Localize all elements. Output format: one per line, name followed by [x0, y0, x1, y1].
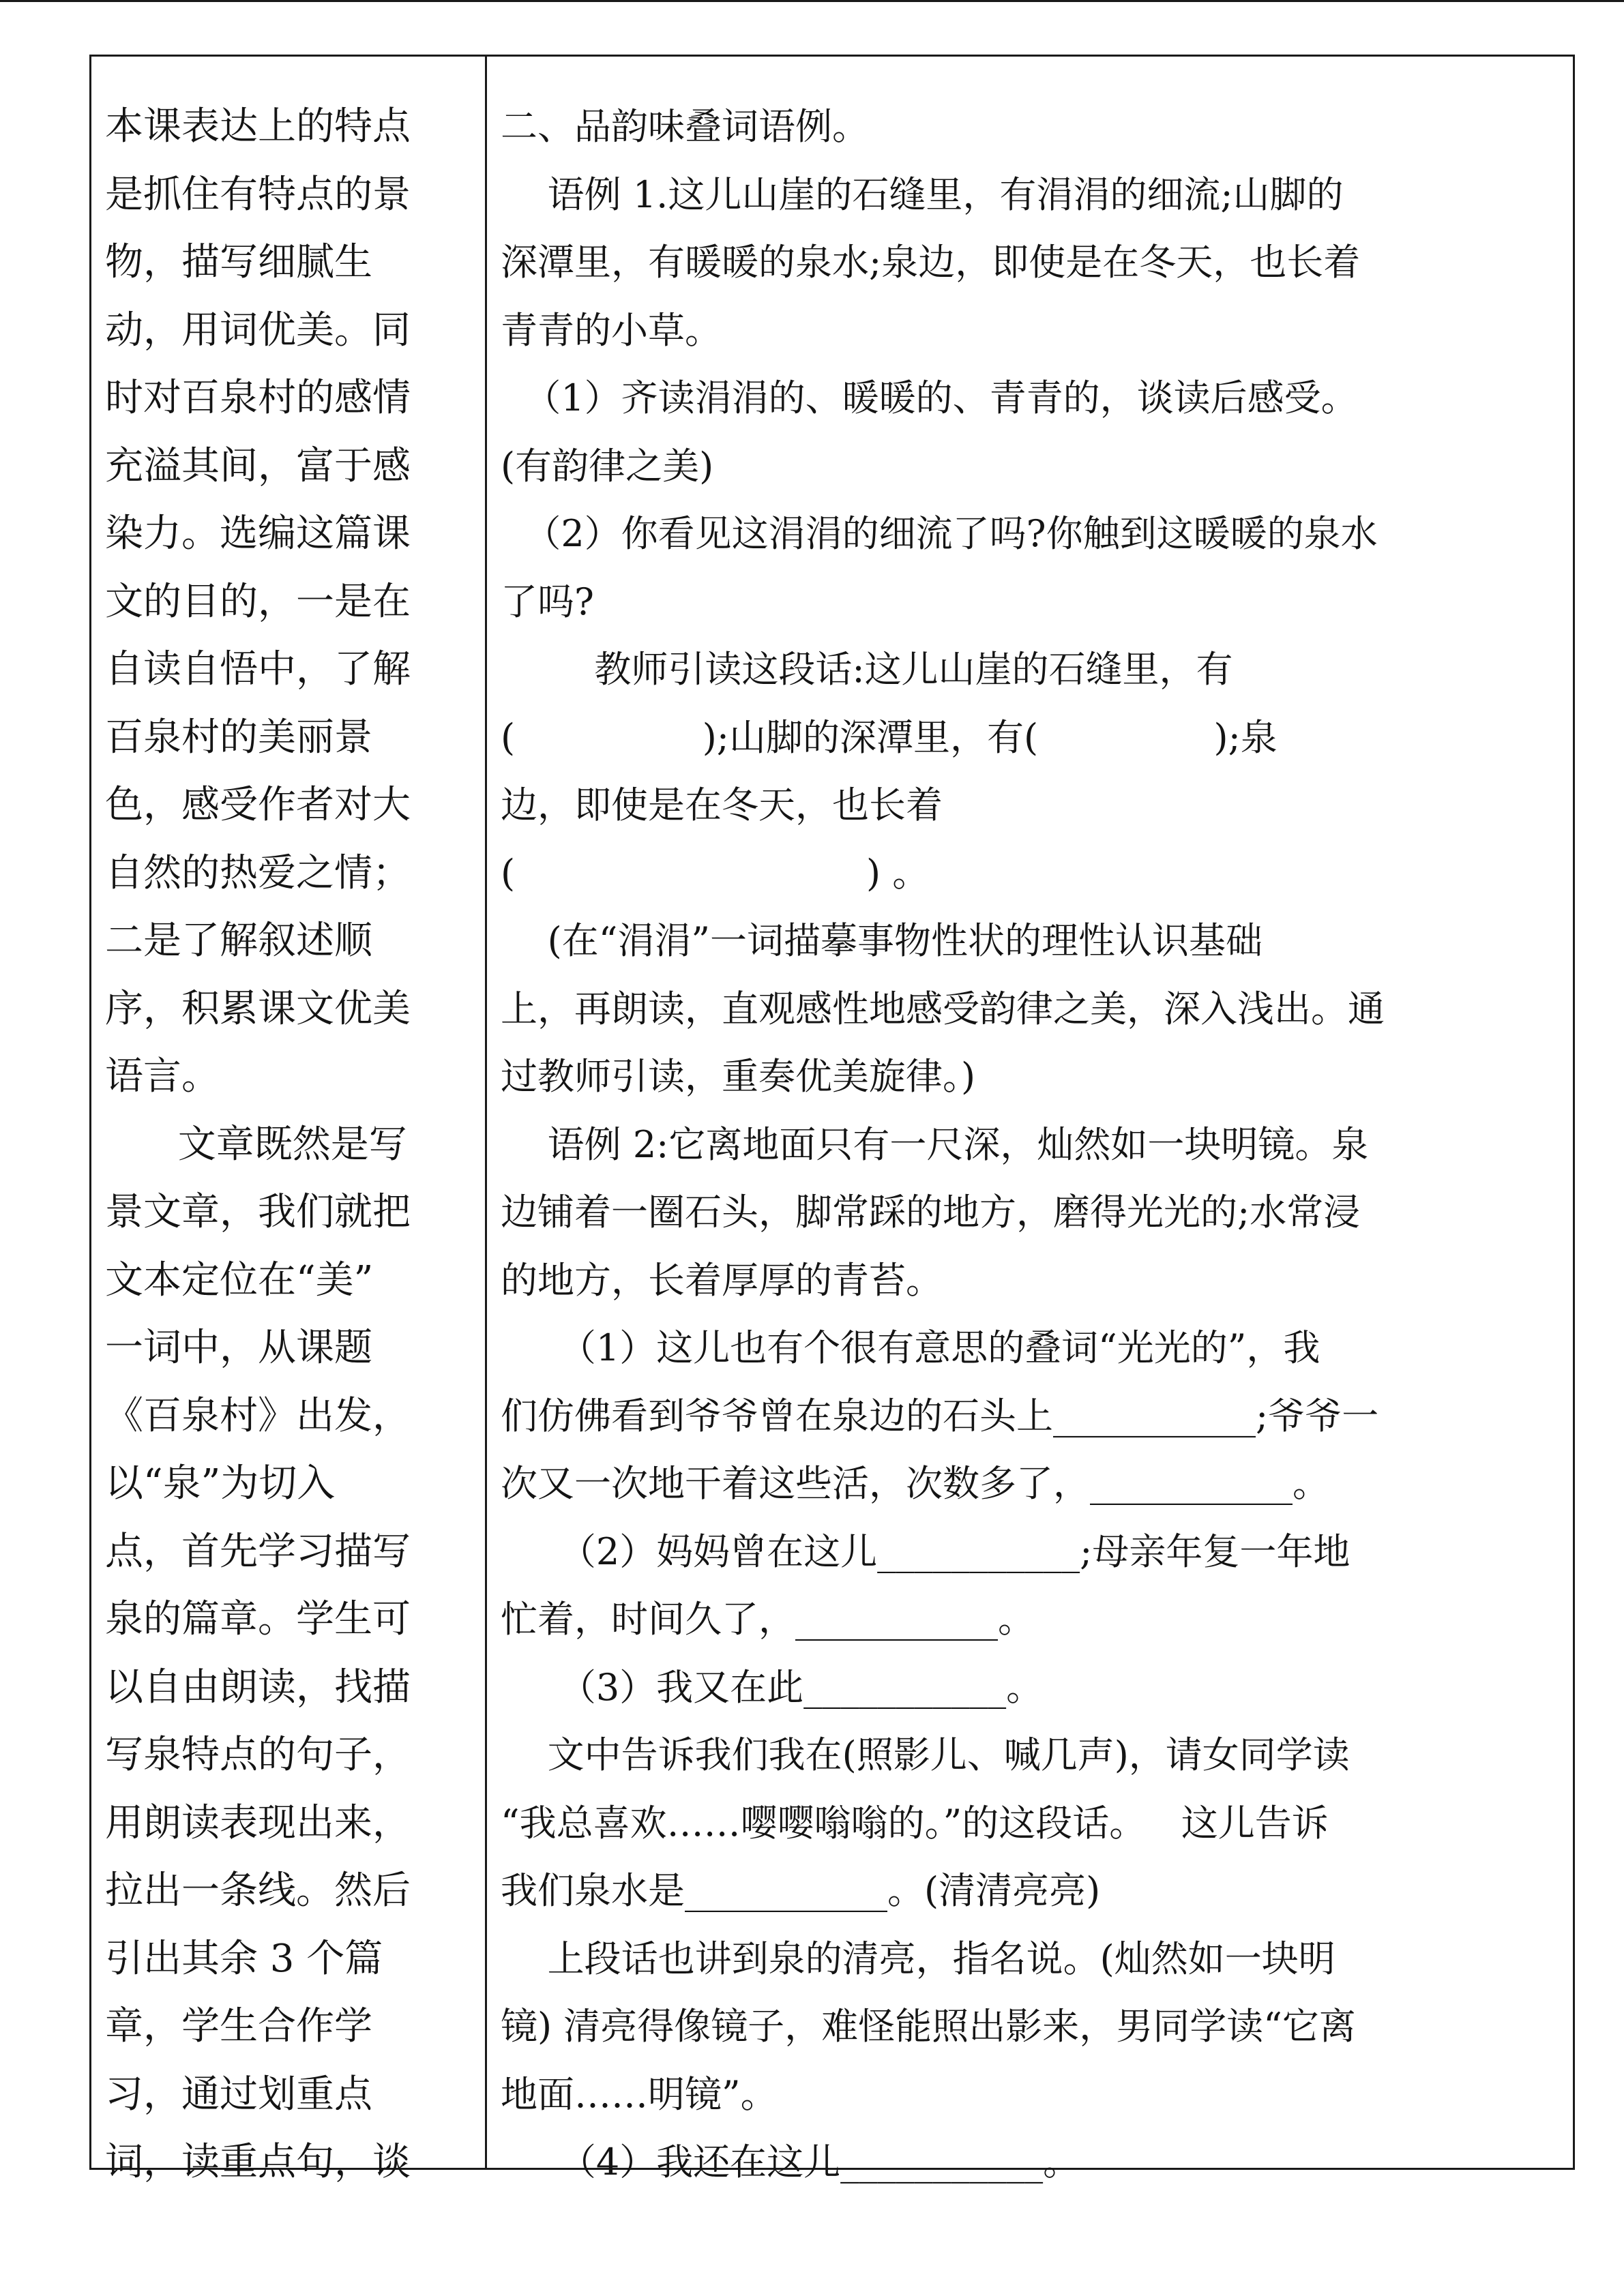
rationale-text-line: 语言。 — [105, 1054, 220, 1099]
rationale-text-line: 自读自悟中，了解 — [105, 647, 411, 691]
process-text-line: ( );山脚的深潭里，有( );泉 — [501, 715, 1278, 759]
rationale-text-line: 二是了解叙述顺 — [105, 919, 372, 963]
rationale-text-line: 时对百泉村的感情 — [105, 376, 411, 420]
process-text-line: 的地方，长着厚厚的青苔。 — [501, 1258, 943, 1302]
rationale-text-line: 引出其余 3 个篇 — [105, 1936, 383, 1981]
rationale-text-line: 以“泉”为切入 — [105, 1461, 336, 1506]
process-text-line: （2）妈妈曾在这儿___________;母亲年复一年地 — [501, 1530, 1350, 1573]
process-text-line: 深潭里，有暖暖的泉水;泉边，即使是在冬天，也长着 — [501, 241, 1361, 284]
process-text-line: 过教师引读，重奏优美旋律。) — [501, 1055, 976, 1098]
process-text-line: 上，再朗读，直观感性地感受韵律之美，深入浅出。通 — [501, 987, 1385, 1030]
rationale-text-line: 充溢其间，富于感 — [105, 443, 411, 488]
process-text-line: （1）这儿也有个很有意思的叠词“光光的”，我 — [501, 1326, 1320, 1369]
process-text-line: (有韵律之美) — [501, 444, 714, 488]
process-text-line: 边铺着一圈石头，脚常踩的地方，磨得光光的;水常浸 — [501, 1191, 1361, 1234]
process-text-line: 了吗? — [501, 580, 594, 623]
process-text-line: 教师引读这段话:这儿山崖的石缝里，有 — [501, 648, 1233, 691]
rationale-text-line: 景文章，我们就把 — [105, 1190, 411, 1234]
rationale-text-line: 物，描写细腻生 — [105, 240, 372, 284]
process-text-line: 二、品韵味叠词语例。 — [501, 105, 869, 148]
rationale-text-line: 点，首先学习描写 — [105, 1529, 411, 1574]
rationale-text-line: 是抓住有特点的景 — [105, 172, 411, 217]
rationale-text-line: 以自由朗读，找描 — [105, 1665, 411, 1710]
process-text-line: 我们泉水是___________。(清清亮亮) — [501, 1869, 1101, 1912]
process-text-line: （3）我又在此___________。 — [501, 1665, 1044, 1709]
rationale-text-line: 拉出一条线。然后 — [105, 1868, 411, 1913]
process-text-line: 次又一次地干着这些活，次数多了，___________。 — [501, 1462, 1329, 1505]
process-text-line: 边，即使是在冬天，也长着 — [501, 784, 943, 826]
rationale-text-line: 序，积累课文优美 — [105, 986, 411, 1031]
process-text-line: 文中告诉我们我在(照影儿、喊几声)，请女同学读 — [501, 1733, 1350, 1776]
rationale-text-line: 染力。选编这篇课 — [105, 511, 411, 556]
design-rationale-column — [105, 57, 480, 2184]
process-text-line: （4）我还在这儿___________。 — [501, 2141, 1080, 2183]
rationale-text-line: 文章既然是写 — [105, 1122, 407, 1167]
rationale-text-line: 文本定位在“美” — [105, 1257, 374, 1302]
rationale-text-line: 泉的篇章。学生可 — [105, 1597, 411, 1641]
rationale-text-line: 百泉村的美丽景 — [105, 715, 372, 760]
process-text-line: 忙着，时间久了，___________。 — [501, 1598, 1035, 1641]
process-text-line: 镜) 清亮得像镜子，难怪能照出影来，男同学读“它离 — [501, 2005, 1356, 2048]
process-text-line: 青青的小草。 — [501, 308, 722, 352]
rationale-text-line: 色，感受作者对大 — [105, 783, 411, 827]
column-divider — [485, 57, 487, 2168]
rationale-text-line: 《百泉村》出发， — [105, 1393, 411, 1438]
rationale-text-line: 动，用词优美。同 — [105, 308, 411, 353]
process-text-line: 地面……明镜”。 — [501, 2072, 778, 2116]
rationale-text-line: 习，通过划重点 — [105, 2072, 372, 2117]
page-top-rule — [0, 0, 1624, 2]
process-text-line: “我总喜欢……嘤嘤嗡嗡的。”的这段话。 这儿告诉 — [501, 1801, 1329, 1845]
process-text-line: 们仿佛看到爷爷曾在泉边的石头上___________;爷爷一 — [501, 1394, 1379, 1437]
teaching-process-column — [501, 57, 1568, 2183]
rationale-text-line: 词，读重点句，谈 — [105, 2140, 411, 2184]
process-text-line: (在“涓涓”一词描摹事物性状的理性认识基础 — [501, 919, 1263, 962]
process-text-line: ( ) 。 — [501, 851, 930, 895]
process-text-line: 上段话也讲到泉的清亮，指名说。(灿然如一块明 — [501, 1937, 1335, 1980]
rationale-text-line: 文的目的，一是在 — [105, 579, 411, 624]
process-text-line: （1）齐读涓涓的、暖暖的、青青的，谈读后感受。 — [501, 376, 1358, 419]
rationale-text-line: 用朗读表现出来， — [105, 1800, 411, 1845]
rationale-text-line: 一词中，从课题 — [105, 1326, 372, 1370]
rationale-text-line: 写泉特点的句子， — [105, 1733, 411, 1777]
rationale-text-line: 章，学生合作学 — [105, 2004, 372, 2048]
lesson-plan-table — [89, 55, 1575, 2184]
rationale-text-line: 本课表达上的特点 — [105, 104, 411, 149]
process-text-line: 语例 1.这儿山崖的石缝里，有涓涓的细流;山脚的 — [501, 173, 1344, 216]
rationale-text-line: 自然的热爱之情； — [105, 850, 411, 895]
process-text-line: （2）你看见这涓涓的细流了吗?你触到这暖暖的泉水 — [501, 512, 1378, 555]
process-text-line: 语例 2:它离地面只有一尺深，灿然如一块明镜。泉 — [501, 1122, 1369, 1166]
